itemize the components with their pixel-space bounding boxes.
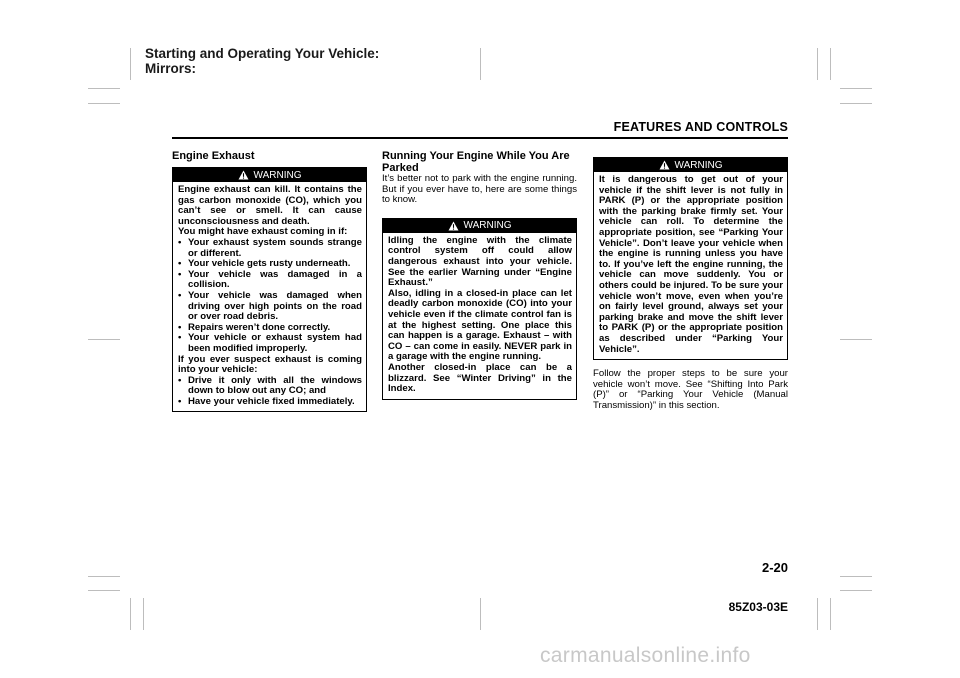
list-item: • Your vehicle was damaged in a collision. [178,270,362,291]
warning-text: You might have exhaust coming in if: [178,226,348,238]
section-title-line-1: Starting and Operating Your Vehicle: [145,46,380,61]
warning-text: If you ever suspect exhaust is coming into your vehicle: [178,353,362,376]
trim-mark [88,339,120,340]
trim-mark [143,598,144,630]
warning-text: It is dangerous to get out of your vehicle if the shift lever is not fully in PARK (P) or the appropriate position with the parking brake firmly set. Your vehicle can roll. To determine the appropriate position, see “Parking Your Vehicle”. Don’t leave your vehicle when the engine is running unless you have to. If you’ve left the engine running, the vehicle can move suddenly. You or others could be injured. To be sure your vehicle won’t move, even when you’re on fairly level ground, always set your parking brake and move the shift lever to PARK (P) or the appropriate position as described under “Parking Your Vehicle”. [599,174,783,355]
warning-body [594,172,787,359]
list-item: • Your vehicle or exhaust system had been modified improperly. [178,333,362,354]
warning-title: WARNING [463,220,512,232]
trim-mark [840,339,872,340]
heading-running-engine-parked: Running Your Engine While You Are Parked [382,150,570,174]
warning-list [178,376,362,408]
trim-mark [88,576,120,577]
warning-box [593,157,788,360]
body-text: It’s better not to park with the engine running. But if you ever have to, here are some things to know. [382,173,577,206]
warning-header [383,219,576,233]
watermark: carmanualsonline.info [540,644,751,667]
page-number: 2-20 [761,560,788,575]
warning-triangle-icon [659,160,670,170]
heading-engine-exhaust: Engine Exhaust [172,150,255,162]
column-parking-warning [593,157,788,411]
trim-mark [130,598,131,630]
list-item: • Your exhaust system sounds strange or different. [178,238,362,259]
trim-mark [480,48,481,80]
list-item: • Your vehicle gets rusty underneath. [178,259,362,270]
body-text: Follow the proper steps to be sure your vehicle won’t move. See “Shifting Into Park (P)” or “Parking Your Vehicle (Manual Transmission)” in this section. [593,368,788,411]
document-code: 85Z03-03E [728,600,788,614]
warning-text: Another closed-in place can be a blizzard. See “Winter Driving” in the Index. [388,361,572,395]
trim-mark [830,48,831,80]
warning-title: WARNING [253,169,302,181]
trim-mark [840,88,872,89]
warning-body [383,233,576,399]
list-item: • Have your vehicle fixed immediately. [178,397,362,408]
trim-mark [480,598,481,630]
trim-mark [840,576,872,577]
trim-mark [88,590,120,591]
warning-text: Also, idling in a closed-in place can let deadly carbon monoxide (CO) into your vehicle even if the climate control fan is at the highest setting. One place this can happen is a garage. Exhaust – with CO – can come in easily. NEVER park in a garage with the engine running. [388,287,572,363]
warning-header [594,158,787,172]
trim-mark [817,48,818,80]
warning-title: WARNING [674,159,723,171]
chapter-title: FEATURES AND CONTROLS [613,120,788,134]
column-running-engine-parked [382,150,577,400]
column-engine-exhaust [172,150,367,412]
section-title [145,46,379,76]
warning-text: Engine exhaust can kill. It contains the gas carbon monoxide (CO), which you can’t see or smell. It can cause unconsciousness and death. [178,184,362,227]
warning-body [173,182,366,411]
section-title-line-2: Mirrors: [145,61,197,76]
trim-mark [88,103,120,104]
trim-mark [130,48,131,80]
trim-mark [88,88,120,89]
warning-box [172,167,367,412]
trim-mark [830,598,831,630]
trim-mark [840,590,872,591]
trim-mark [840,103,872,104]
header-rule [172,137,788,139]
warning-triangle-icon [238,170,249,180]
trim-mark [817,598,818,630]
list-item: • Your vehicle was damaged when driving over high points on the road or over road debris. [178,291,362,323]
list-item: • Drive it only with all the windows down to blow out any CO; and [178,376,362,397]
warning-header [173,168,366,182]
warning-list [178,238,362,355]
warning-box [382,218,577,400]
list-item: • Repairs weren’t done correctly. [178,323,362,334]
warning-triangle-icon [448,221,459,231]
warning-text: Idling the engine with the climate control system off could allow dangerous exhaust into your vehicle. See the earlier Warning under “Engine Exhaust.” [388,234,572,289]
